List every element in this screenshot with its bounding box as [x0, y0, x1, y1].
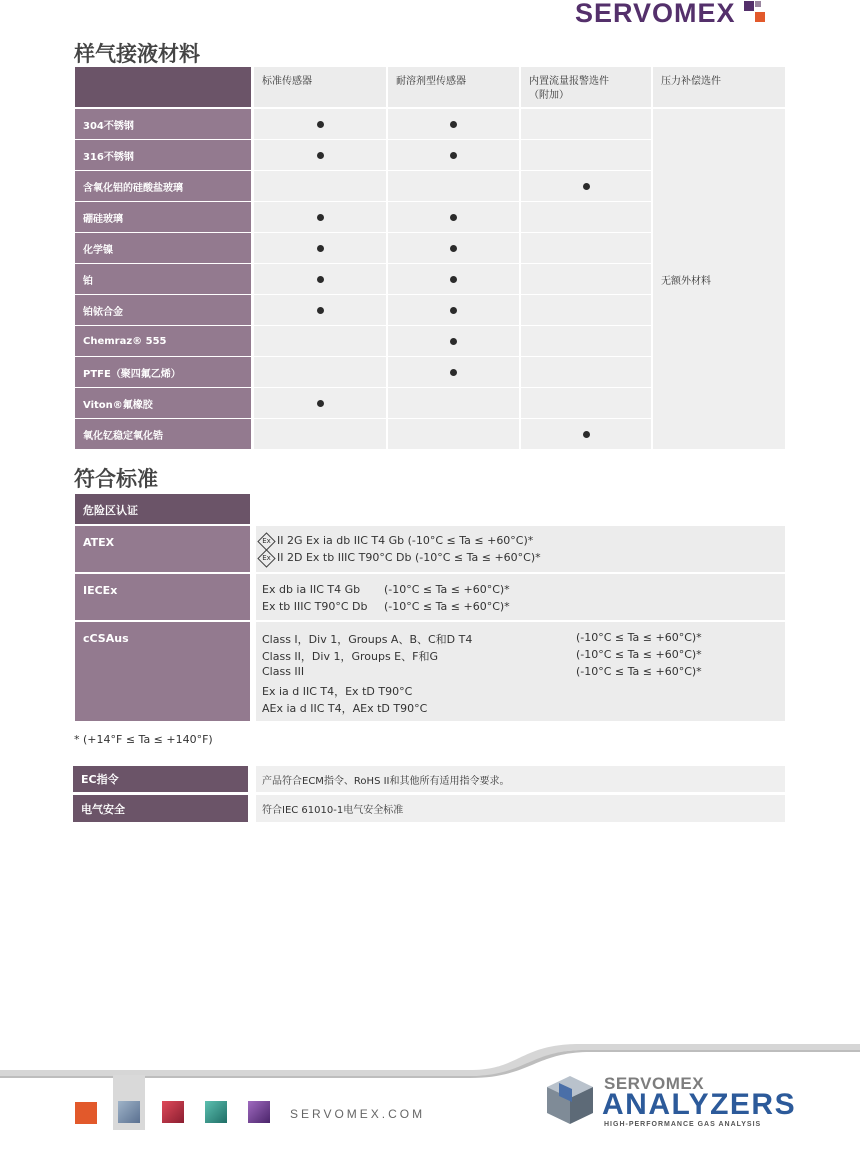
- pressure-compensation-note: 无额外材料: [653, 109, 785, 449]
- iecex-range: (-10°C ≤ Ta ≤ +60°C)*: [384, 583, 510, 596]
- red-cube-icon: [162, 1101, 184, 1123]
- ec-directive-text: 产品符合ECM指令、RoHS II和其他所有适用指令要求。: [256, 766, 785, 792]
- material-row-label: Viton®氟橡胶: [75, 388, 251, 418]
- material-cell: [388, 202, 519, 232]
- material-row-label: PTFE（聚四氟乙烯）: [75, 357, 251, 387]
- brand-tagline: HIGH-PERFORMANCE GAS ANALYSIS: [604, 1121, 762, 1128]
- ccsaus-range: (-10°C ≤ Ta ≤ +60°C)*: [576, 665, 702, 678]
- bullet-dot-icon: [583, 183, 590, 190]
- iecex-body: [256, 574, 785, 620]
- material-row-label: Chemraz® 555: [75, 326, 251, 356]
- material-cell: [521, 295, 651, 325]
- material-cell: [388, 233, 519, 263]
- material-cell: [521, 233, 651, 263]
- bullet-dot-icon: [317, 121, 324, 128]
- iecex-range: (-10°C ≤ Ta ≤ +60°C)*: [384, 600, 510, 613]
- bullet-dot-icon: [450, 152, 457, 159]
- material-cell: [521, 419, 651, 449]
- materials-column-header: 压力补偿选件: [653, 67, 785, 107]
- material-row-label: 含氧化铝的硅酸盐玻璃: [75, 171, 251, 201]
- material-cell: [254, 202, 386, 232]
- material-row-label: 硼硅玻璃: [75, 202, 251, 232]
- footnote: * (+14°F ≤ Ta ≤ +140°F): [74, 733, 213, 746]
- ec-directive-label: EC指令: [73, 766, 248, 792]
- bullet-dot-icon: [317, 276, 324, 283]
- materials-column-header: 耐溶剂型传感器: [388, 67, 519, 107]
- material-cell: [388, 171, 519, 201]
- material-cell: [254, 264, 386, 294]
- analyzers-cube-icon: [545, 1074, 595, 1126]
- brand-servomex: SERVOMEX: [604, 1074, 705, 1093]
- material-row-label: 化学镍: [75, 233, 251, 263]
- bullet-dot-icon: [450, 121, 457, 128]
- ccsaus-code: Ex ia d IIC T4，Ex tD T90°C: [262, 685, 413, 698]
- footer-url[interactable]: SERVOMEX.COM: [290, 1107, 426, 1121]
- ccsaus-code: AEx ia d IIC T4，AEx tD T90°C: [262, 702, 428, 715]
- blue-cube-icon: [118, 1101, 140, 1123]
- material-row-label: 304不锈钢: [75, 109, 251, 139]
- ccsaus-label: cCSAus: [75, 622, 250, 721]
- bullet-dot-icon: [317, 152, 324, 159]
- ccsaus-range: (-10°C ≤ Ta ≤ +60°C)*: [576, 648, 702, 661]
- material-cell: [388, 357, 519, 387]
- orange-bird-icon: [75, 1102, 97, 1124]
- ex-mark-icon: Ex: [257, 532, 275, 550]
- bullet-dot-icon: [450, 369, 457, 376]
- bullet-dot-icon: [450, 307, 457, 314]
- material-cell: [254, 171, 386, 201]
- servomex-logo: [575, 0, 768, 26]
- material-cell: [521, 264, 651, 294]
- bullet-dot-icon: [450, 245, 457, 252]
- material-cell: [254, 295, 386, 325]
- materials-column-header: 内置流量报警选件 （附加）: [521, 67, 651, 107]
- bullet-dot-icon: [317, 307, 324, 314]
- material-cell: [388, 109, 519, 139]
- bullet-dot-icon: [583, 431, 590, 438]
- material-cell: [521, 357, 651, 387]
- material-cell: [254, 109, 386, 139]
- bullet-dot-icon: [317, 245, 324, 252]
- iecex-code: Ex db ia IIC T4 Gb: [262, 583, 361, 596]
- material-cell: [254, 388, 386, 418]
- logo-text: SERVOMEX: [575, 0, 736, 28]
- material-cell: [521, 326, 651, 356]
- logo-squares-icon: [744, 1, 768, 25]
- bullet-dot-icon: [450, 214, 457, 221]
- purple-cube-icon: [248, 1101, 270, 1123]
- electrical-safety-text: 符合IEC 61010-1电气安全标准: [256, 795, 785, 822]
- bullet-dot-icon: [450, 338, 457, 345]
- material-cell: [388, 264, 519, 294]
- atex-label: ATEX: [75, 526, 250, 572]
- materials-column-header: 标准传感器: [254, 67, 386, 107]
- ccsaus-body: [256, 622, 785, 721]
- material-cell: [254, 357, 386, 387]
- bullet-dot-icon: [317, 400, 324, 407]
- iecex-label: IECEx: [75, 574, 250, 620]
- atex-line: Ex II 2D Ex tb IIIC T90°C Db (-10°C ≤ Ta ≤ +60°C)*: [260, 551, 541, 565]
- materials-header-corner: [75, 67, 251, 107]
- bullet-dot-icon: [317, 214, 324, 221]
- material-row-label: 316不锈钢: [75, 140, 251, 170]
- material-cell: [388, 419, 519, 449]
- material-cell: [254, 419, 386, 449]
- ex-mark-icon: Ex: [257, 549, 275, 567]
- material-cell: [521, 171, 651, 201]
- ccsaus-code: Class II，Div 1，Groups E、F和G: [262, 650, 438, 663]
- material-row-label: 铂铱合金: [75, 295, 251, 325]
- teal-cube-icon: [205, 1101, 227, 1123]
- hazardous-area-header: 危险区认证: [75, 494, 250, 524]
- material-cell: [388, 140, 519, 170]
- material-cell: [521, 140, 651, 170]
- material-row-label: 氧化钇稳定氧化锆: [75, 419, 251, 449]
- iecex-code: Ex tb IIIC T90°C Db: [262, 600, 368, 613]
- material-cell: [521, 109, 651, 139]
- materials-title: 样气接液材料: [74, 42, 200, 66]
- ccsaus-code: Class III: [262, 665, 305, 678]
- material-cell: [254, 326, 386, 356]
- material-cell: [521, 202, 651, 232]
- brand-analyzers: ANALYZERS: [602, 1088, 797, 1121]
- ccsaus-range: (-10°C ≤ Ta ≤ +60°C)*: [576, 631, 702, 644]
- material-cell: [254, 140, 386, 170]
- bullet-dot-icon: [450, 276, 457, 283]
- material-cell: [388, 295, 519, 325]
- atex-line: Ex II 2G Ex ia db IIC T4 Gb (-10°C ≤ Ta ≤ +60°C)*: [260, 534, 533, 548]
- electrical-safety-label: 电气安全: [73, 795, 248, 822]
- material-cell: [388, 326, 519, 356]
- material-cell: [254, 233, 386, 263]
- ccsaus-code: Class I，Div 1，Groups A、B、C和D T4: [262, 633, 473, 646]
- atex-body: [256, 526, 785, 572]
- material-cell: [388, 388, 519, 418]
- material-cell: [521, 388, 651, 418]
- compliance-title: 符合标准: [74, 467, 158, 491]
- material-row-label: 铂: [75, 264, 251, 294]
